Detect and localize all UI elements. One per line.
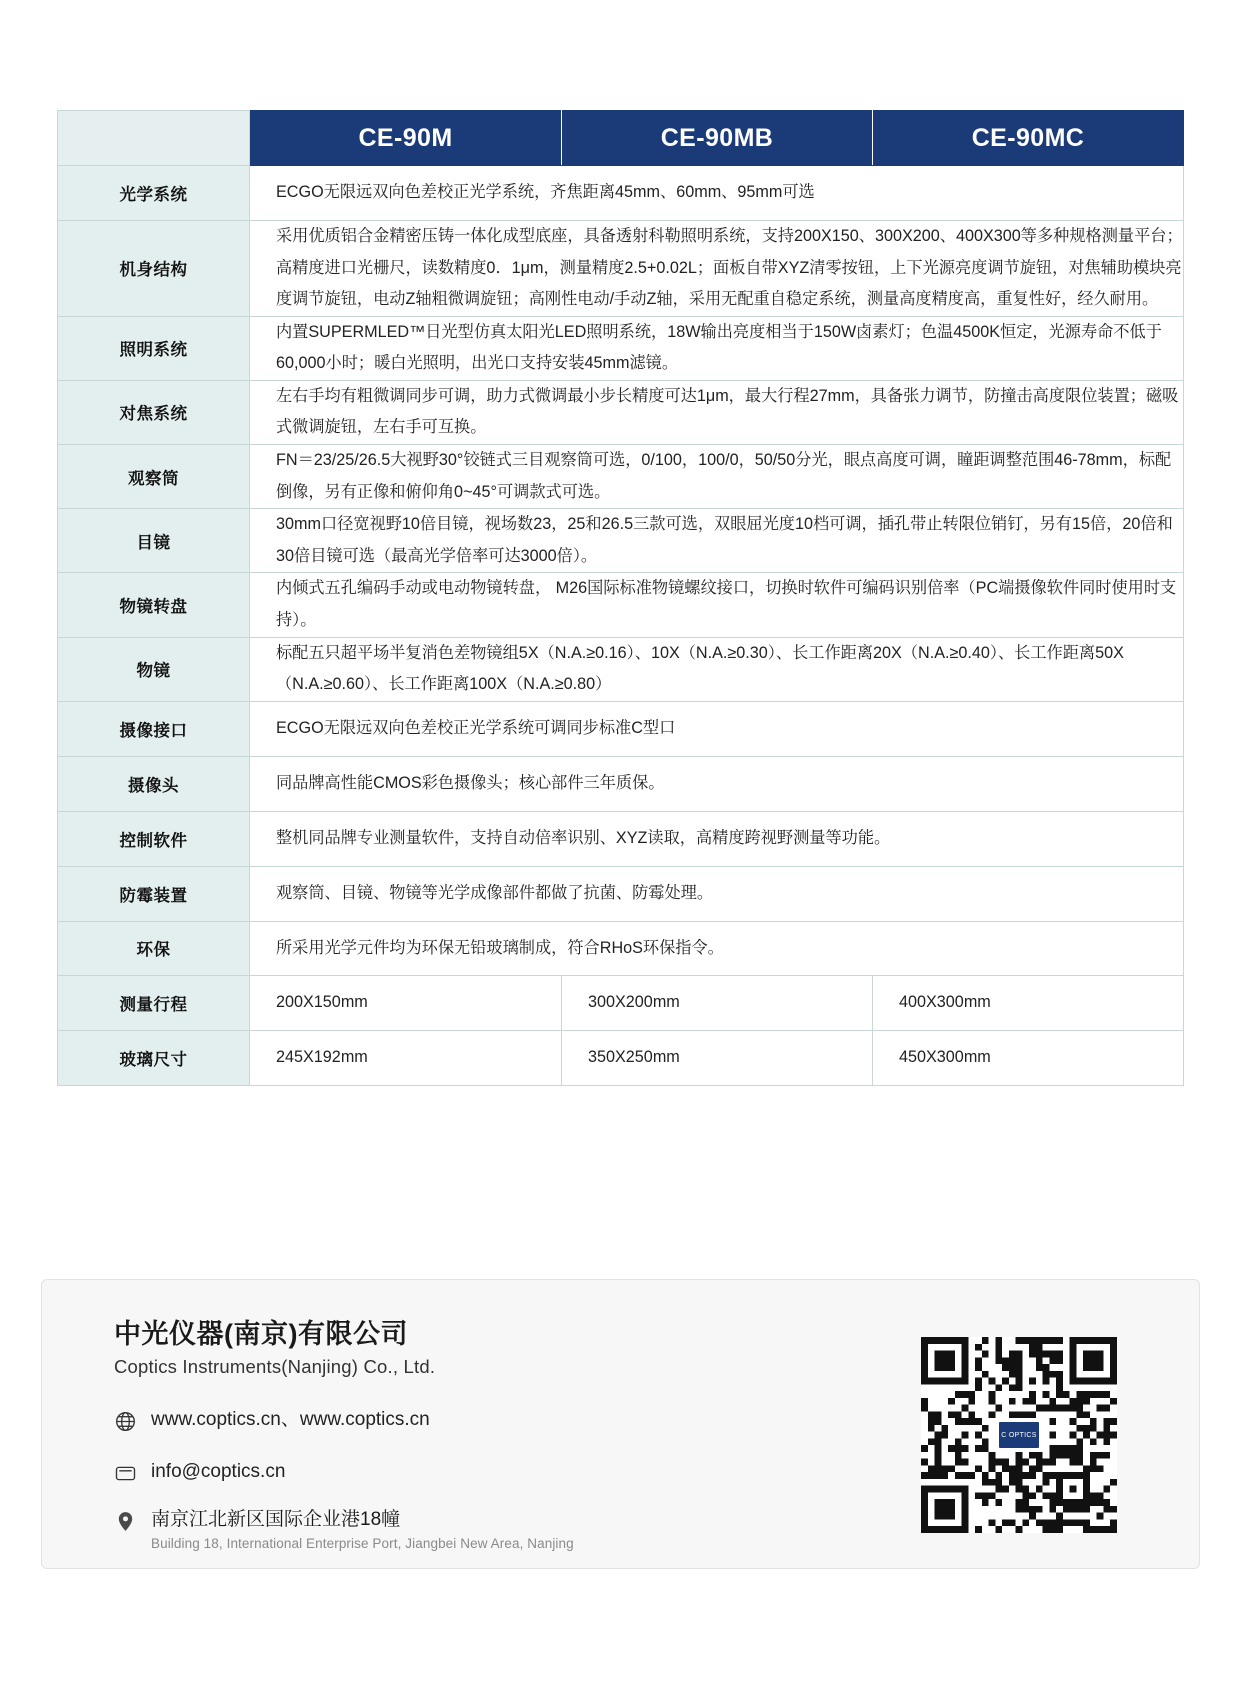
row-label: 目镜 xyxy=(58,509,250,573)
table-header xyxy=(58,111,1184,166)
row-value: 采用优质铝合金精密压铸一体化成型底座，具备透射科勒照明系统，支持200X150、300X200、400X300等多种规格测量平台；高精度进口光栅尺，读数精度0．1μm，测量精度2.5+0.02L；面板自带XYZ清零按钮，上下光源亮度调节旋钮，对焦辅助模块亮度调节旋钮，电动Z轴粗微调旋钮；高刚性电动/手动Z轴，采用无配重自稳定系统，测量高度精度高，重复性好，经久耐用。 xyxy=(250,220,1184,316)
footer-card xyxy=(41,1279,1200,1569)
table-row xyxy=(58,756,1184,811)
address-cn: 南京江北新区国际企业港18幢 xyxy=(151,1509,401,1530)
row-label: 玻璃尺寸 xyxy=(58,1031,250,1086)
website-text[interactable]: www.coptics.cn、www.coptics.cn xyxy=(151,1409,430,1430)
table-row xyxy=(58,866,1184,921)
row-value-col3: 450X300mm xyxy=(873,1031,1184,1086)
row-label: 环保 xyxy=(58,921,250,976)
row-value-col2: 350X250mm xyxy=(562,1031,873,1086)
table-row xyxy=(58,380,1184,444)
address-en: Building 18, International Enterprise Port, Jiangbei New Area, Nanjing xyxy=(151,1535,574,1551)
column-header-ce90m: CE-90M xyxy=(250,111,562,166)
table-row xyxy=(58,921,1184,976)
row-label: 照明系统 xyxy=(58,316,250,380)
row-label: 测量行程 xyxy=(58,976,250,1031)
mail-icon xyxy=(114,1462,137,1485)
row-label: 物镜 xyxy=(58,637,250,701)
row-value: FN＝23/25/26.5大视野30°铰链式三目观察筒可选，0/100，100/0，50/50分光，眼点高度可调，瞳距调整范围46-78mm，标配倒像，另有正像和俯仰角0~45°可调款式可选。 xyxy=(250,445,1184,509)
row-value-col3: 400X300mm xyxy=(873,976,1184,1031)
row-value: 30mm口径宽视野10倍目镜，视场数23，25和26.5三款可选，双眼屈光度10档可调，插孔带止转限位销钉，另有15倍，20倍和30倍目镜可选（最高光学倍率可达3000倍）。 xyxy=(250,509,1184,573)
contact-website-row xyxy=(114,1408,430,1432)
table-row xyxy=(58,509,1184,573)
table-row xyxy=(58,1031,1184,1086)
row-label: 摄像接口 xyxy=(58,701,250,756)
location-pin-icon xyxy=(114,1510,137,1533)
row-value: 所采用光学元件均为环保无铅玻璃制成，符合RHoS环保指令。 xyxy=(250,921,1184,976)
table-row xyxy=(58,166,1184,221)
table-row xyxy=(58,701,1184,756)
globe-icon xyxy=(114,1410,137,1433)
row-value-col1: 245X192mm xyxy=(250,1031,562,1086)
row-value-col1: 200X150mm xyxy=(250,976,562,1031)
row-label: 观察筒 xyxy=(58,445,250,509)
row-label: 摄像头 xyxy=(58,756,250,811)
row-value: 整机同品牌专业测量软件，支持自动倍率识别、XYZ读取，高精度跨视野测量等功能。 xyxy=(250,811,1184,866)
row-value: ECGO无限远双向色差校正光学系统，齐焦距离45mm、60mm、95mm可选 xyxy=(250,166,1184,221)
row-label: 对焦系统 xyxy=(58,380,250,444)
table-row xyxy=(58,220,1184,316)
column-header-ce90mc: CE-90MC xyxy=(873,111,1184,166)
header-blank-cell xyxy=(58,111,250,166)
table-row xyxy=(58,573,1184,637)
row-value: 内倾式五孔编码手动或电动物镜转盘， M26国际标准物镜螺纹接口，切换时软件可编码识别倍率（PC端摄像软件同时使用时支持）。 xyxy=(250,573,1184,637)
row-label: 控制软件 xyxy=(58,811,250,866)
row-label: 防霉装置 xyxy=(58,866,250,921)
row-value: 标配五只超平场半复消色差物镜组5X（N.A.≥0.16）、10X（N.A.≥0.30）、长工作距离20X（N.A.≥0.40）、长工作距离50X（N.A.≥0.60）、长工作距离100X（N.A.≥0.80） xyxy=(250,637,1184,701)
table-header-row xyxy=(58,111,1184,166)
email-text[interactable]: info@coptics.cn xyxy=(151,1461,286,1482)
row-value: ECGO无限远双向色差校正光学系统可调同步标准C型口 xyxy=(250,701,1184,756)
row-value-col2: 300X200mm xyxy=(562,976,873,1031)
table-row xyxy=(58,976,1184,1031)
table-row xyxy=(58,637,1184,701)
row-value: 左右手均有粗微调同步可调，助力式微调最小步长精度可达1μm，最大行程27mm，具备张力调节，防撞击高度限位装置；磁吸式微调旋钮，左右手可互换。 xyxy=(250,380,1184,444)
table-row xyxy=(58,316,1184,380)
row-label: 机身结构 xyxy=(58,220,250,316)
table-row xyxy=(58,811,1184,866)
table-body xyxy=(58,166,1184,1086)
row-value: 内置SUPERMLED™日光型仿真太阳光LED照明系统，18W输出亮度相当于150W卤素灯；色温4500K恒定，光源寿命不低于60,000小时；暖白光照明，出光口支持安装45mm滤镜。 xyxy=(250,316,1184,380)
contact-email-row xyxy=(114,1460,285,1484)
company-name-en: Coptics Instruments(Nanjing) Co., Ltd. xyxy=(114,1356,436,1377)
company-name-cn: 中光仪器(南京)有限公司 xyxy=(114,1319,408,1349)
row-value: 观察筒、目镜、物镜等光学成像部件都做了抗菌、防霉处理。 xyxy=(250,866,1184,921)
column-header-ce90mb: CE-90MB xyxy=(562,111,873,166)
row-label: 光学系统 xyxy=(58,166,250,221)
specification-table xyxy=(57,110,1184,1086)
row-value: 同品牌高性能CMOS彩色摄像头；核心部件三年质保。 xyxy=(250,756,1184,811)
qr-center-logo: C OPTICS xyxy=(997,1420,1041,1450)
specification-table-wrapper xyxy=(57,110,1183,1086)
contact-address-row xyxy=(114,1508,574,1551)
row-label: 物镜转盘 xyxy=(58,573,250,637)
qr-code[interactable] xyxy=(921,1337,1117,1533)
table-row xyxy=(58,445,1184,509)
